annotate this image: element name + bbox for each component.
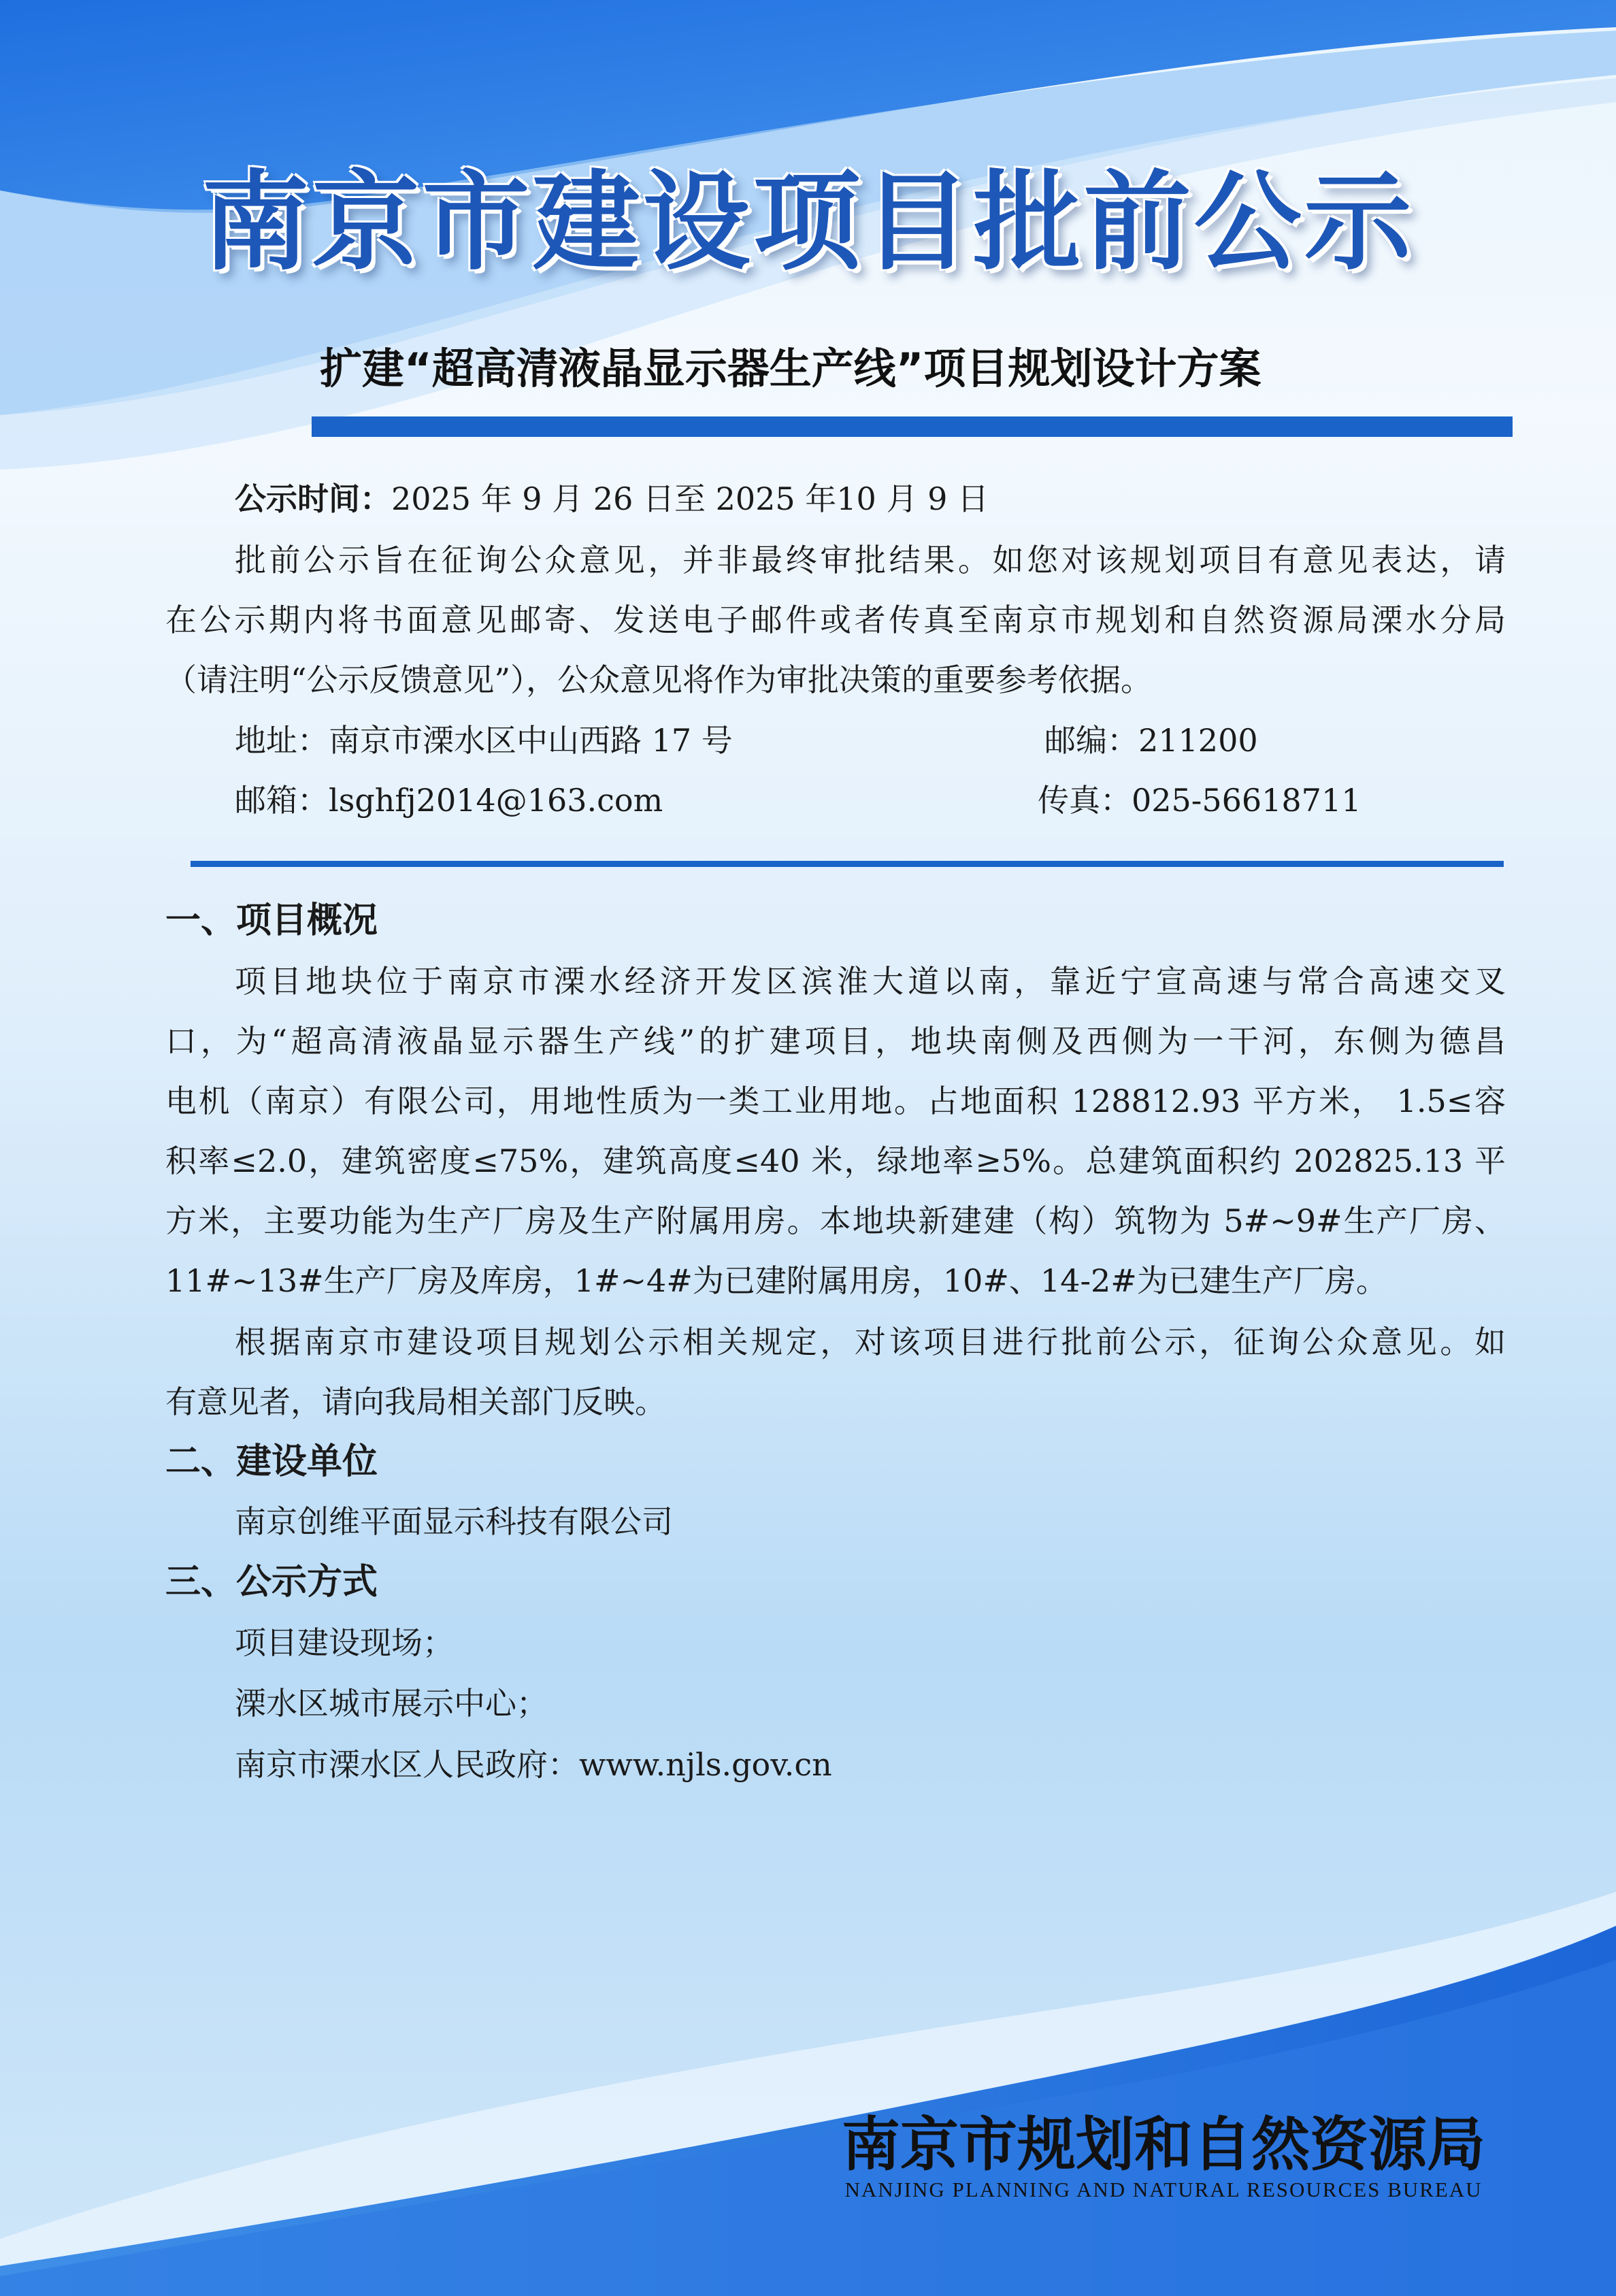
section-heading: 二、建设单位 xyxy=(165,1441,378,1482)
publicity-item: 溧水区城市展示中心； xyxy=(235,1685,548,1722)
title-divider xyxy=(312,416,1513,437)
overview-line: 有意见者，请向我局相关部门反映。 xyxy=(165,1383,666,1420)
overview-line: 电机（南京）有限公司，用地性质为一类工业用地。占地面积 128812.93 平方米， 1.5≤容 xyxy=(165,1083,1506,1119)
notice-paragraph-line: （请注明“公示反馈意见”），公众意见将作为审批决策的重要参考依据。 xyxy=(165,661,1153,698)
page-title: 南京市建设项目批前公示 xyxy=(201,159,1415,285)
section-heading: 一、项目概况 xyxy=(165,900,378,941)
contact-postcode: 邮编：211200 xyxy=(1044,722,1258,759)
notice-paragraph-line: 在公示期内将书面意见邮寄、发送电子邮件或者传真至南京市规划和自然资源局溧水分局 xyxy=(165,602,1506,638)
notice-time-value: 2025 年 9 月 26 日至 2025 年10 月 9 日 xyxy=(391,480,989,517)
builder-company: 南京创维平面显示科技有限公司 xyxy=(235,1503,673,1540)
notice-time-label: 公示时间： xyxy=(235,480,391,517)
notice-paragraph-line: 批前公示旨在征询公众意见，并非最终审批结果。如您对该规划项目有意见表达，请 xyxy=(235,542,1506,578)
overview-line: 方米，主要功能为生产厂房及生产附属用房。本地块新建建（构）筑物为 5#~9#生产厂房、 xyxy=(165,1202,1506,1239)
project-subtitle: 扩建“超高清液晶显示器生产线”项目规划设计方案 xyxy=(320,344,1262,393)
publicity-item: 项目建设现场； xyxy=(235,1624,454,1661)
notice-time-row xyxy=(235,478,989,519)
overview-line: 11#~13#生产厂房及库房，1#~4#为已建附属用房，10#、14-2#为已建生产厂房。 xyxy=(165,1262,1387,1299)
overview-line: 项目地块位于南京市溧水经济开发区滨淮大道以南，靠近宁宣高速与常合高速交叉 xyxy=(235,963,1506,1000)
section-divider xyxy=(191,861,1504,867)
footer-org-english: NANJING PLANNING AND NATURAL RESOURCES BUREAU xyxy=(844,2178,1483,2201)
overview-line: 根据南京市建设项目规划公示相关规定，对该项目进行批前公示，征询公众意见。如 xyxy=(235,1324,1506,1360)
contact-email: 邮箱：lsghfj2014@163.com xyxy=(235,782,663,819)
section-heading: 三、公示方式 xyxy=(165,1562,378,1603)
footer-org-name: 南京市规划和自然资源局 xyxy=(842,2110,1485,2179)
publicity-item: 南京市溧水区人民政府：www.njls.gov.cn xyxy=(235,1746,832,1783)
overview-line: 积率≤2.0，建筑密度≤75%，建筑高度≤40 米，绿地率≥5%。总建筑面积约 202825.13 平 xyxy=(165,1143,1506,1179)
contact-fax: 传真：025-56618711 xyxy=(1038,782,1362,819)
contact-address: 地址：南京市溧水区中山西路 17 号 xyxy=(235,722,733,759)
overview-line: 口，为“超高清液晶显示器生产线”的扩建项目，地块南侧及西侧为一干河，东侧为德昌 xyxy=(165,1023,1506,1060)
